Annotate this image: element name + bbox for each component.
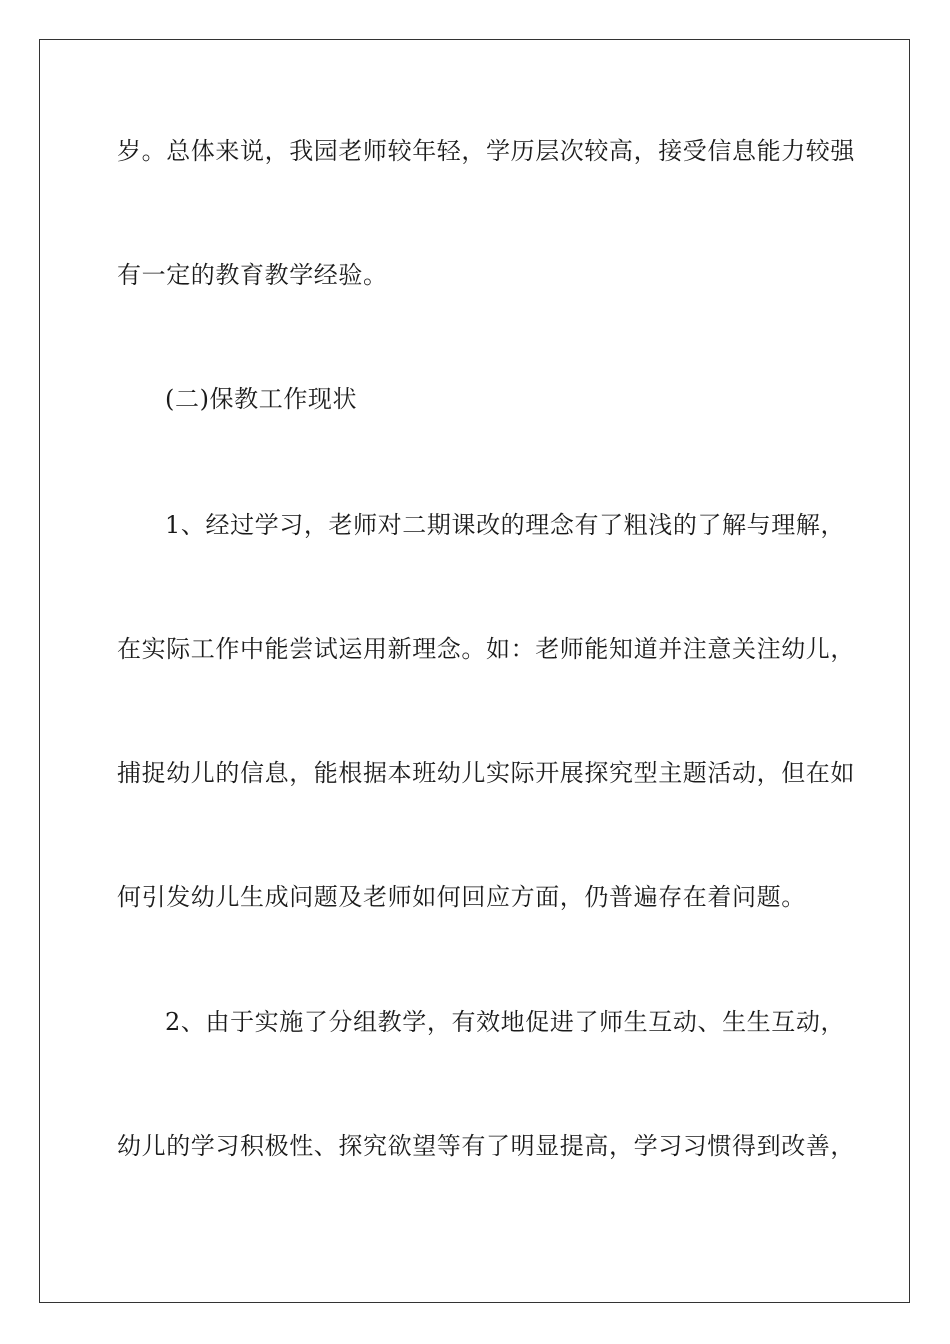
text-line-7: 何引发幼儿生成问题及老师如何回应方面，仍普遍存在着问题。 <box>117 883 806 911</box>
section-heading: (二)保教工作现状 <box>165 385 358 413</box>
page-border <box>39 39 910 1303</box>
text-line-8: 2、由于实施了分组教学，有效地促进了师生互动、生生互动， <box>165 1008 846 1036</box>
text-line-1: 岁。总体来说，我园老师较年轻，学历层次较高，接受信息能力较强 <box>117 137 855 165</box>
text-line-4: 1、经过学习，老师对二期课改的理念有了粗浅的了解与理解， <box>165 511 846 539</box>
text-line-2: 有一定的教育教学经验。 <box>117 261 388 289</box>
text-line-9: 幼儿的学习积极性、探究欲望等有了明显提高，学习习惯得到改善， <box>117 1132 855 1160</box>
text-line-6: 捕捉幼儿的信息，能根据本班幼儿实际开展探究型主题活动，但在如 <box>117 759 855 787</box>
text-line-5: 在实际工作中能尝试运用新理念。如：老师能知道并注意关注幼儿， <box>117 635 855 663</box>
